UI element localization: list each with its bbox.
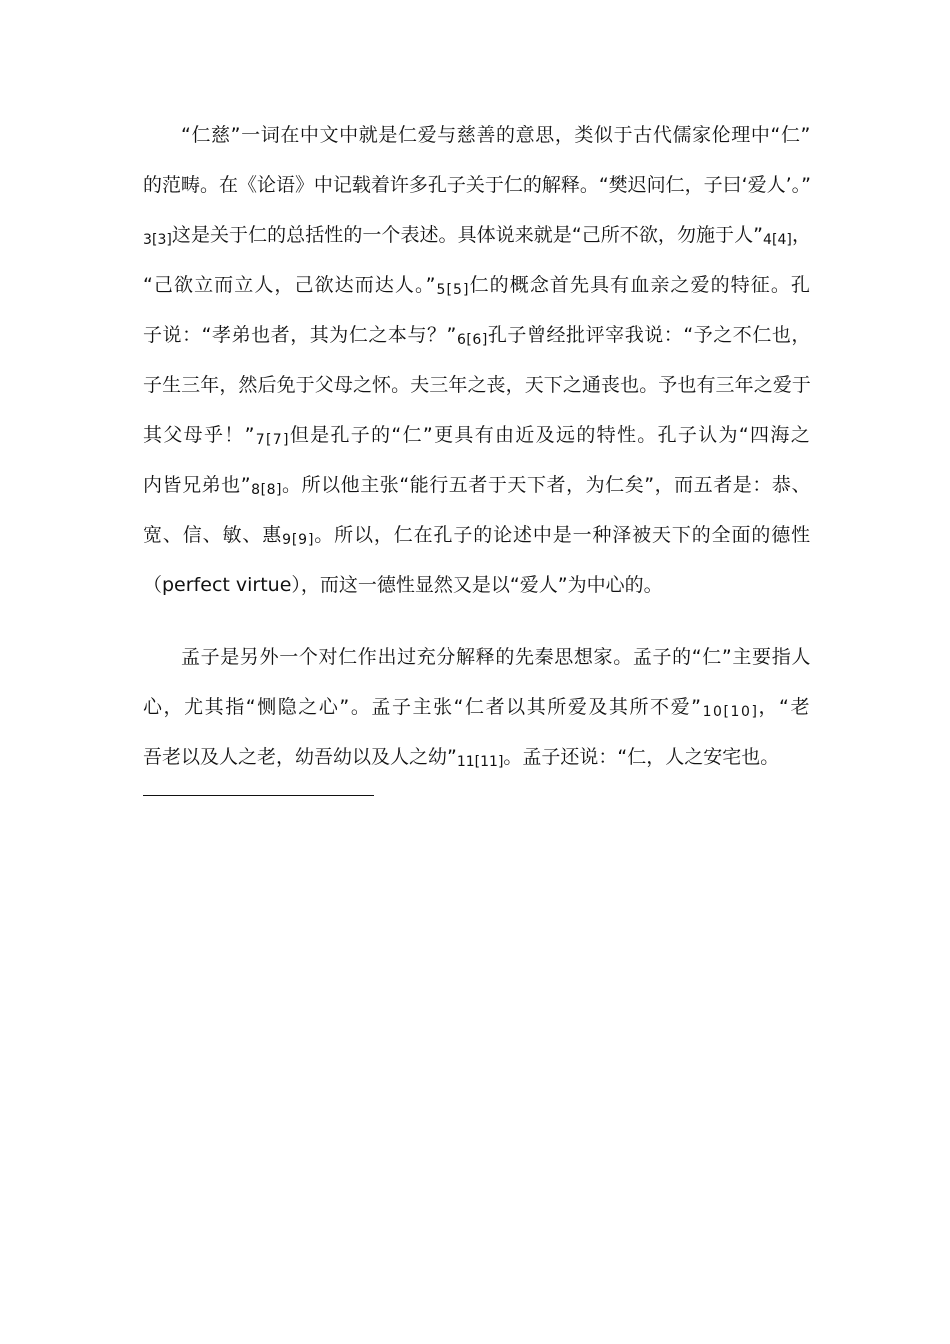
text-segment: 宽、信、敏、惠 xyxy=(143,524,283,546)
text-segment: 吾老以及人之老，幼吾幼以及人之幼” xyxy=(143,746,457,768)
text-segment: ，“老 xyxy=(758,696,812,718)
text-segment: 。所以，仁在孔子的论述中是一种泽被天下的全面的德性 xyxy=(314,524,811,546)
text-segment: 这是关于仁的总括性的一个表述。具体说来就是“己所不欲，勿施于人” xyxy=(171,224,764,246)
text-segment: “己欲立而立人，己欲达而达人。” xyxy=(143,274,437,296)
text-segment: 。所以他主张“能行五者于天下者，为仁矣”，而五者是：恭、 xyxy=(282,474,811,496)
footnote-reference: 11[11] xyxy=(456,754,504,770)
text-segment: 心，尤其指“恻隐之心”。孟子主张“仁者以其所爱及其所不爱” xyxy=(143,696,703,718)
text-line xyxy=(143,270,811,300)
text-segment: “仁慈”一词在中文中就是仁爱与慈善的意思，类似于古代儒家伦理中“仁” xyxy=(181,124,811,146)
text-segment: 孔子曾经批评宰我说：“予之不仁也， xyxy=(487,324,811,346)
text-segment: 内皆兄弟也” xyxy=(143,474,252,496)
text-line xyxy=(143,692,811,722)
text-line xyxy=(143,520,811,550)
text-segment: 子说：“孝弟也者，其为仁之本与？” xyxy=(143,324,457,346)
footnote-reference: 8[8] xyxy=(251,482,283,498)
text-line xyxy=(143,220,811,250)
footnote-reference: 10[10] xyxy=(702,704,759,720)
text-line xyxy=(143,420,811,450)
text-segment: 子生三年，然后免于父母之怀。夫三年之丧，天下之通丧也。予也有三年之爱于 xyxy=(143,374,811,396)
text-segment: 仁的概念首先具有血亲之爱的特征。孔 xyxy=(469,274,811,296)
text-segment: 其父母乎！” xyxy=(143,424,256,446)
text-segment: 。孟子还说：“仁，人之安宅也。 xyxy=(503,746,780,768)
text-line xyxy=(143,470,811,500)
footnote-reference: 9[9] xyxy=(282,532,315,548)
text-line xyxy=(181,120,811,150)
text-line xyxy=(143,320,811,350)
text-line xyxy=(143,570,663,600)
text-segment: 的范畴。在《论语》中记载着许多孔子关于仁的解释。“樊迟问仁，子曰‘爱人’。” xyxy=(143,174,811,196)
footnote-reference: 4[4] xyxy=(763,232,792,248)
text-segment: 但是孔子的“仁”更具有由近及远的特性。孔子认为“四海之 xyxy=(289,424,812,446)
text-line xyxy=(143,170,811,200)
footnote-reference: 7[7] xyxy=(255,432,290,448)
text-line xyxy=(143,370,811,400)
footnote-reference: 6[6] xyxy=(456,332,488,348)
footnote-reference: 5[5] xyxy=(436,282,470,298)
text-segment: ， xyxy=(791,224,811,246)
text-line xyxy=(181,642,811,672)
footnote-separator xyxy=(143,795,374,796)
text-segment: （perfect virtue），而这一德性显然又是以“爱人”为中心的。 xyxy=(143,574,663,596)
text-line xyxy=(143,742,779,772)
footnote-reference: 3[3] xyxy=(143,232,172,248)
text-segment: 孟子是另外一个对仁作出过充分解释的先秦思想家。孟子的“仁”主要指人 xyxy=(181,646,811,668)
